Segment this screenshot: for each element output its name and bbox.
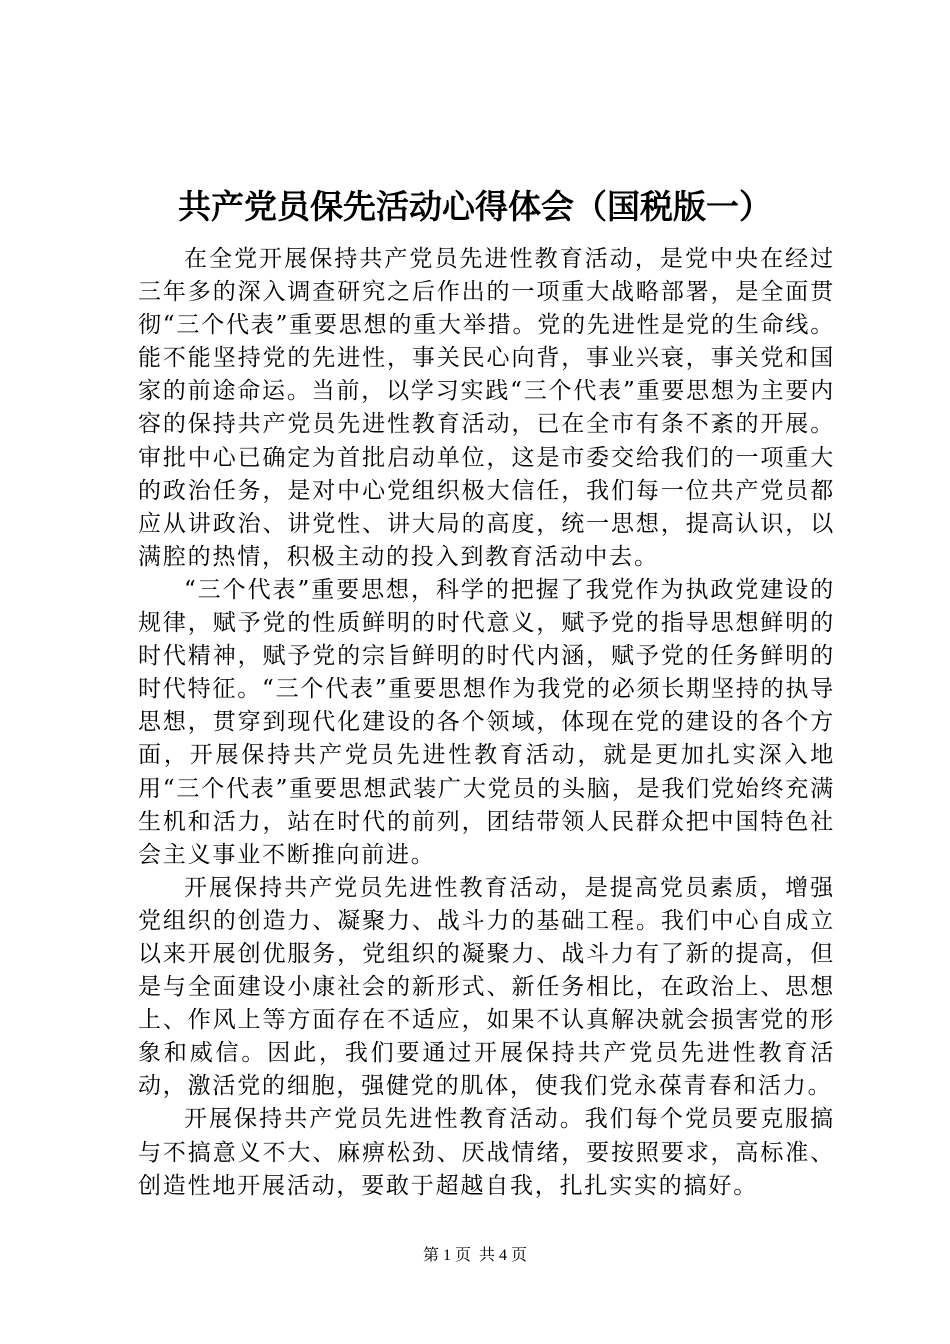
- document-body: [138, 243, 835, 1203]
- page-footer: [0, 1246, 950, 1266]
- page-total: 共 4 页: [479, 1247, 528, 1264]
- paragraph-4: 开展保持共产党员先进性教育活动。我们每个党员要克服搞与不搞意义不大、麻痹松劲、厌战情绪，要按照要求，高标准、创造性地开展活动，要敢于超越自我，扎扎实实的搞好。: [138, 1106, 835, 1199]
- paragraph-2: “三个代表”重要思想，科学的把握了我党作为执政党建设的规律，赋予党的性质鲜明的时代意义，赋予党的指导思想鲜明的时代精神，赋予党的宗旨鲜明的时代内涵，赋予党的任务鲜明的时代特征。“三个代表”重要思想作为我党的必须长期坚持的执导思想，贯穿到现代化建设的各个领域，体现在党的建设的各个方面，开展保持共产党员先进性教育活动，就是更加扎实深入地用“三个代表”重要思想武装广大党员的头脑，是我们党始终充满生机和活力，站在时代的前列，团结带领人民群众把中国特色社会主义事业不断推向前进。: [138, 576, 835, 868]
- page-number: 第 1 页: [422, 1247, 471, 1264]
- document-title: 共产党员保先活动心得体会（国税版一）: [178, 187, 772, 226]
- paragraph-1: 在全党开展保持共产党员先进性教育活动，是党中央在经过三年多的深入调查研究之后作出的一项重大战略部署，是全面贯彻“三个代表”重要思想的重大举措。党的先进性是党的生命线。能不能坚持党的先进性，事关民心向背，事业兴衰，事关党和国家的前途命运。当前，以学习实践“三个代表”重要思想为主要内容的保持共产党员先进性教育活动，已在全市有条不紊的开展。审批中心已确定为首批启动单位，这是市委交给我们的一项重大的政治任务，是对中心党组织极大信任，我们每一位共产党员都应从讲政治、讲党性、讲大局的高度，统一思想，提高认识，以满腔的热情，积极主动的投入到教育活动中去。: [138, 246, 835, 570]
- paragraph-3: 开展保持共产党员先进性教育活动，是提高党员素质，增强党组织的创造力、凝聚力、战斗力的基础工程。我们中心自成立以来开展创优服务，党组织的凝聚力、战斗力有了新的提高，但是与全面建设小康社会的新形式、新任务相比，在政治上、思想上、作风上等方面存在不适应，如果不认真解决就会损害党的形象和威信。因此，我们要通过开展保持共产党员先进性教育活动，激活党的细胞，强健党的肌体，使我们党永葆青春和活力。: [138, 874, 835, 1100]
